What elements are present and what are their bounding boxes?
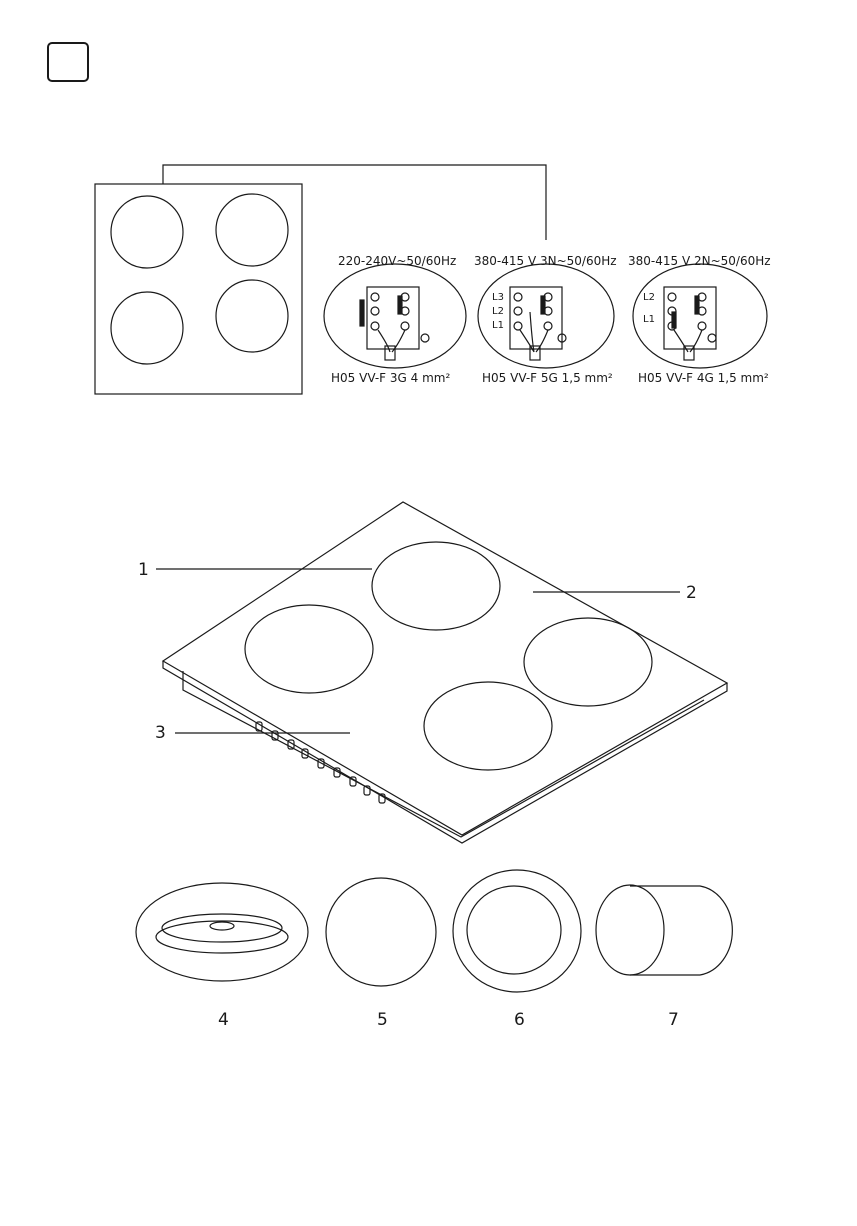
callout-2: 2 <box>686 583 697 603</box>
hob-top-view <box>95 165 546 394</box>
callout-7: 7 <box>668 1010 679 1030</box>
two-phase-voltage: 380-415 V 2N~50/60Hz <box>628 254 771 268</box>
phase-label-l3: L3 <box>492 292 504 303</box>
callout-5: 5 <box>377 1010 388 1030</box>
callout-4: 4 <box>218 1010 229 1030</box>
component-6-dual-zone <box>453 870 581 992</box>
wiring-diagram-single-phase <box>324 264 466 368</box>
phase-label-l1-2n: L1 <box>643 314 655 325</box>
phase-label-l2: L2 <box>492 306 504 317</box>
phase-label-l2-2n: L2 <box>643 292 655 303</box>
callout-3: 3 <box>155 723 166 743</box>
hob-perspective <box>156 502 727 843</box>
phase-label-l1: L1 <box>492 320 504 331</box>
single-phase-cable: H05 VV-F 3G 4 mm² <box>331 371 451 385</box>
component-5-radiant-zone <box>326 878 436 986</box>
single-phase-voltage: 220-240V~50/60Hz <box>338 254 457 268</box>
three-phase-voltage: 380-415 V 3N~50/60Hz <box>474 254 617 268</box>
callout-1: 1 <box>138 560 149 580</box>
callout-6: 6 <box>514 1010 525 1030</box>
component-7-oval-zone <box>596 885 732 975</box>
three-phase-cable: H05 VV-F 5G 1,5 mm² <box>482 371 613 385</box>
two-phase-cable: H05 VV-F 4G 1,5 mm² <box>638 371 769 385</box>
component-4-cast-iron-plate <box>136 883 308 981</box>
